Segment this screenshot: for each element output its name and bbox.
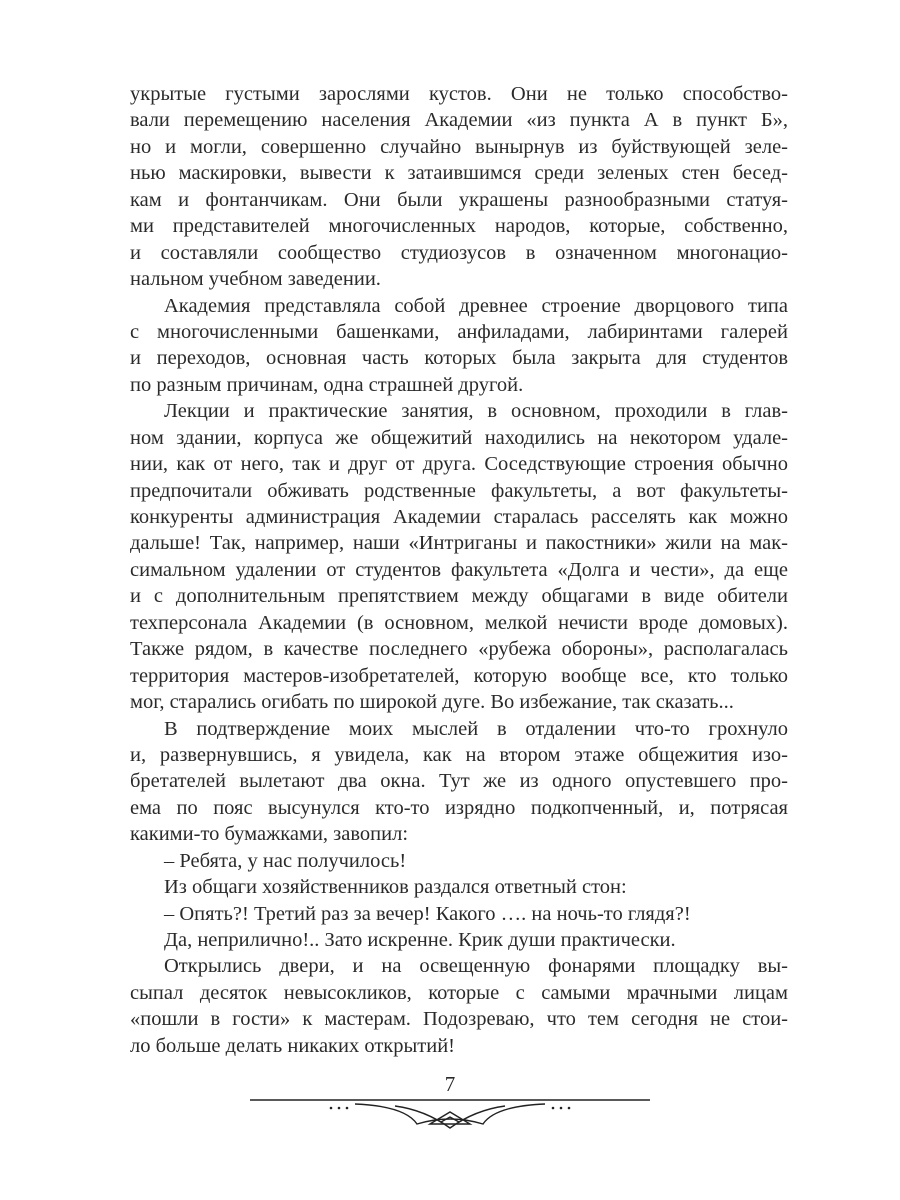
text-line: техперсонала Академии (в основном, мелкой нечисти вроде домовых). bbox=[130, 611, 788, 634]
text-line: предпочитали обживать родственные факультеты, а вот факультеты- bbox=[130, 479, 788, 502]
text-line: конкуренты администрация Академии старалась расселять как можно bbox=[130, 506, 788, 528]
paragraph bbox=[130, 848, 788, 874]
text-line: ема по пояс высунулся кто-то изрядно подкопченный, и, потрясая bbox=[130, 796, 788, 819]
paragraph bbox=[130, 398, 788, 715]
body-text bbox=[130, 81, 788, 1059]
text-line: Лекции и практические занятия, в основном, проходили в глав- bbox=[164, 400, 788, 423]
text-line: дальше! Так, например, наши «Интриганы и пакостники» жили на мак- bbox=[130, 532, 788, 555]
text-line: В подтверждение моих мыслей в отдалении что-то грохнуло bbox=[164, 717, 788, 740]
text-line: Открылись двери, и на освещенную фонарями площадку вы- bbox=[164, 955, 788, 978]
footer-ornament bbox=[245, 1094, 655, 1134]
text-line: и с дополнительным препятствием между общагами в виде обители bbox=[130, 585, 788, 608]
text-line: нью маскировки, вывести к затаившимся среди зеленых стен бесед- bbox=[130, 162, 788, 185]
paragraph bbox=[130, 293, 788, 399]
text-line: – Опять?! Третий раз за вечер! Какого …. на ночь-то глядя?! bbox=[164, 902, 691, 925]
text-line: мог, старались огибать по широкой дуге. Во избежание, так сказать... bbox=[130, 691, 734, 714]
page-number: 7 bbox=[444, 1072, 456, 1096]
text-line: и переходов, основная часть которых была закрыта для студентов bbox=[130, 347, 788, 370]
paragraph bbox=[130, 81, 788, 293]
text-line: ном здании, корпуса же общежитий находились на некотором удале- bbox=[130, 426, 788, 449]
paragraph bbox=[130, 716, 788, 848]
text-line: вали перемещению населения Академии «из пункта А в пункт Б», bbox=[130, 109, 788, 132]
text-line: ми представителей многочисленных народов, которые, собственно, bbox=[130, 215, 788, 238]
text-line: ло больше делать никаких открытий! bbox=[130, 1034, 456, 1057]
text-line: и составляли сообщество студиозусов в означенном многонацио- bbox=[130, 241, 788, 264]
text-line: бретателей вылетают два окна. Тут же из одного опустевшего про- bbox=[130, 770, 788, 793]
text-line: Также рядом, в качестве последнего «рубежа обороны», располагалась bbox=[130, 638, 788, 661]
paragraph bbox=[130, 901, 788, 927]
text-line: сыпал десяток невысокликов, которые с самыми мрачными лицам bbox=[130, 981, 788, 1004]
paragraph bbox=[130, 927, 788, 953]
text-line: и, развернувшись, я увидела, как на втором этаже общежития изо- bbox=[130, 743, 788, 766]
text-line: территория мастеров-изобретателей, которую вообще все, кто только bbox=[130, 664, 788, 687]
text-line: кам и фонтанчикам. Они были украшены разнообразными статуя- bbox=[130, 188, 788, 211]
text-line: по разным причинам, одна страшней другой. bbox=[130, 373, 524, 396]
paragraph bbox=[130, 953, 788, 1059]
text-line: «пошли в гости» к мастерам. Подозреваю, что тем сегодня не стои- bbox=[130, 1008, 788, 1031]
text-line: с многочисленными башенками, анфиладами, лабиринтами галерей bbox=[130, 320, 788, 343]
text-line: но и могли, совершенно случайно вынырнув из буйствующей зеле- bbox=[130, 135, 788, 158]
text-line: укрытые густыми зарослями кустов. Они не только способство- bbox=[130, 83, 788, 105]
text-line: нии, как от него, так и друг от друга. Соседствующие строения обычно bbox=[130, 453, 788, 476]
text-line: симальном удалении от студентов факультета «Долга и чести», да еще bbox=[130, 558, 788, 581]
text-line: Из общаги хозяйственников раздался ответный стон: bbox=[164, 876, 627, 899]
text-line: какими-то бумажками, завопил: bbox=[130, 823, 409, 846]
text-line: – Ребята, у нас получилось! bbox=[164, 849, 407, 872]
text-line: нальном учебном заведении. bbox=[130, 268, 381, 291]
text-line: Академия представляла собой древнее строение дворцового типа bbox=[164, 294, 788, 317]
text-line: Да, неприлично!.. Зато искренне. Крик души практически. bbox=[164, 929, 676, 951]
paragraph bbox=[130, 874, 788, 900]
